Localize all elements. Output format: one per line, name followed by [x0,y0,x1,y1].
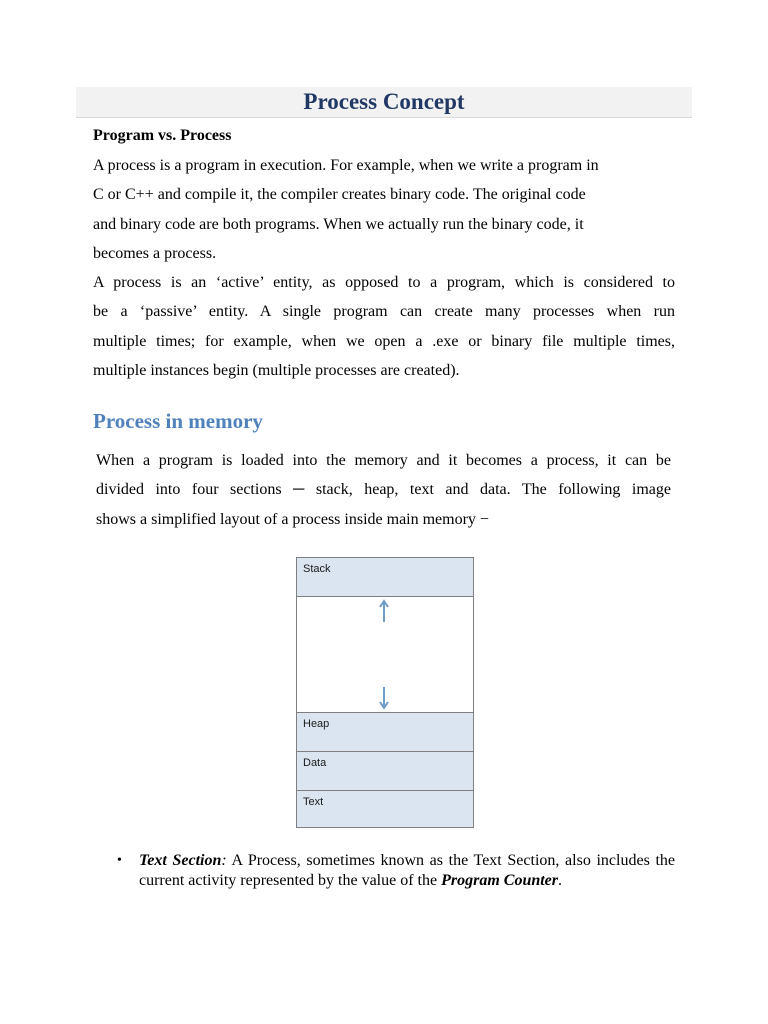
text-line: shows a simplified layout of a process inside main memory − [96,510,489,528]
bullet-marker: • [117,853,122,868]
arrow-up-icon [377,599,391,623]
paragraph-memory-layout [96,446,671,534]
title-bar [76,87,692,118]
bullet-term: Text Section [139,852,222,869]
text-line: divided into four sections ─ stack, heap, text and data. The following image [96,481,671,499]
program-vs-process-heading: Program vs. Process [93,127,232,144]
process-in-memory-heading: Process in memory [93,409,263,433]
bullet-colon: : [221,852,227,869]
arrow-down-icon [377,686,391,710]
paragraph-process-definition [93,151,675,268]
page-title: Process Concept [303,89,465,114]
text-line: be a ‘passive’ entity. A single program can create many processes when run [93,303,675,321]
bullet-description: A Process, sometimes known as the Text Section, also includes the current activity represented by the value of the [139,852,675,889]
bullet-period: . [558,872,563,889]
data-label: Data [303,757,327,769]
text-line: A process is an ‘active’ entity, as opposed to a program, which is considered to [93,274,675,291]
text-line: multiple instances begin (multiple processes are created). [93,361,460,379]
process-memory-diagram [296,557,474,828]
data-segment [297,752,473,791]
text-label: Text [303,796,324,808]
text-line: multiple times; for example, when we open a .exe or binary file multiple times, [93,332,675,350]
text-line: and binary code are both programs. When we actually run the binary code, it [93,215,584,233]
heap-segment [297,713,473,752]
text-line: When a program is loaded into the memory and it becomes a process, it can be [96,452,671,469]
text-line: A process is a program in execution. For example, when we write a program in [93,157,599,174]
stack-segment [297,558,473,597]
paragraph-active-passive [93,268,675,385]
text-line: becomes a process. [93,244,217,262]
text-line: C or C++ and compile it, the compiler creates binary code. The original code [93,186,586,204]
text-segment [297,791,473,827]
bullet-emphasis: Program Counter [441,872,559,889]
heap-label: Heap [303,718,330,730]
bullet-text-section [139,851,675,891]
stack-label: Stack [303,563,331,575]
